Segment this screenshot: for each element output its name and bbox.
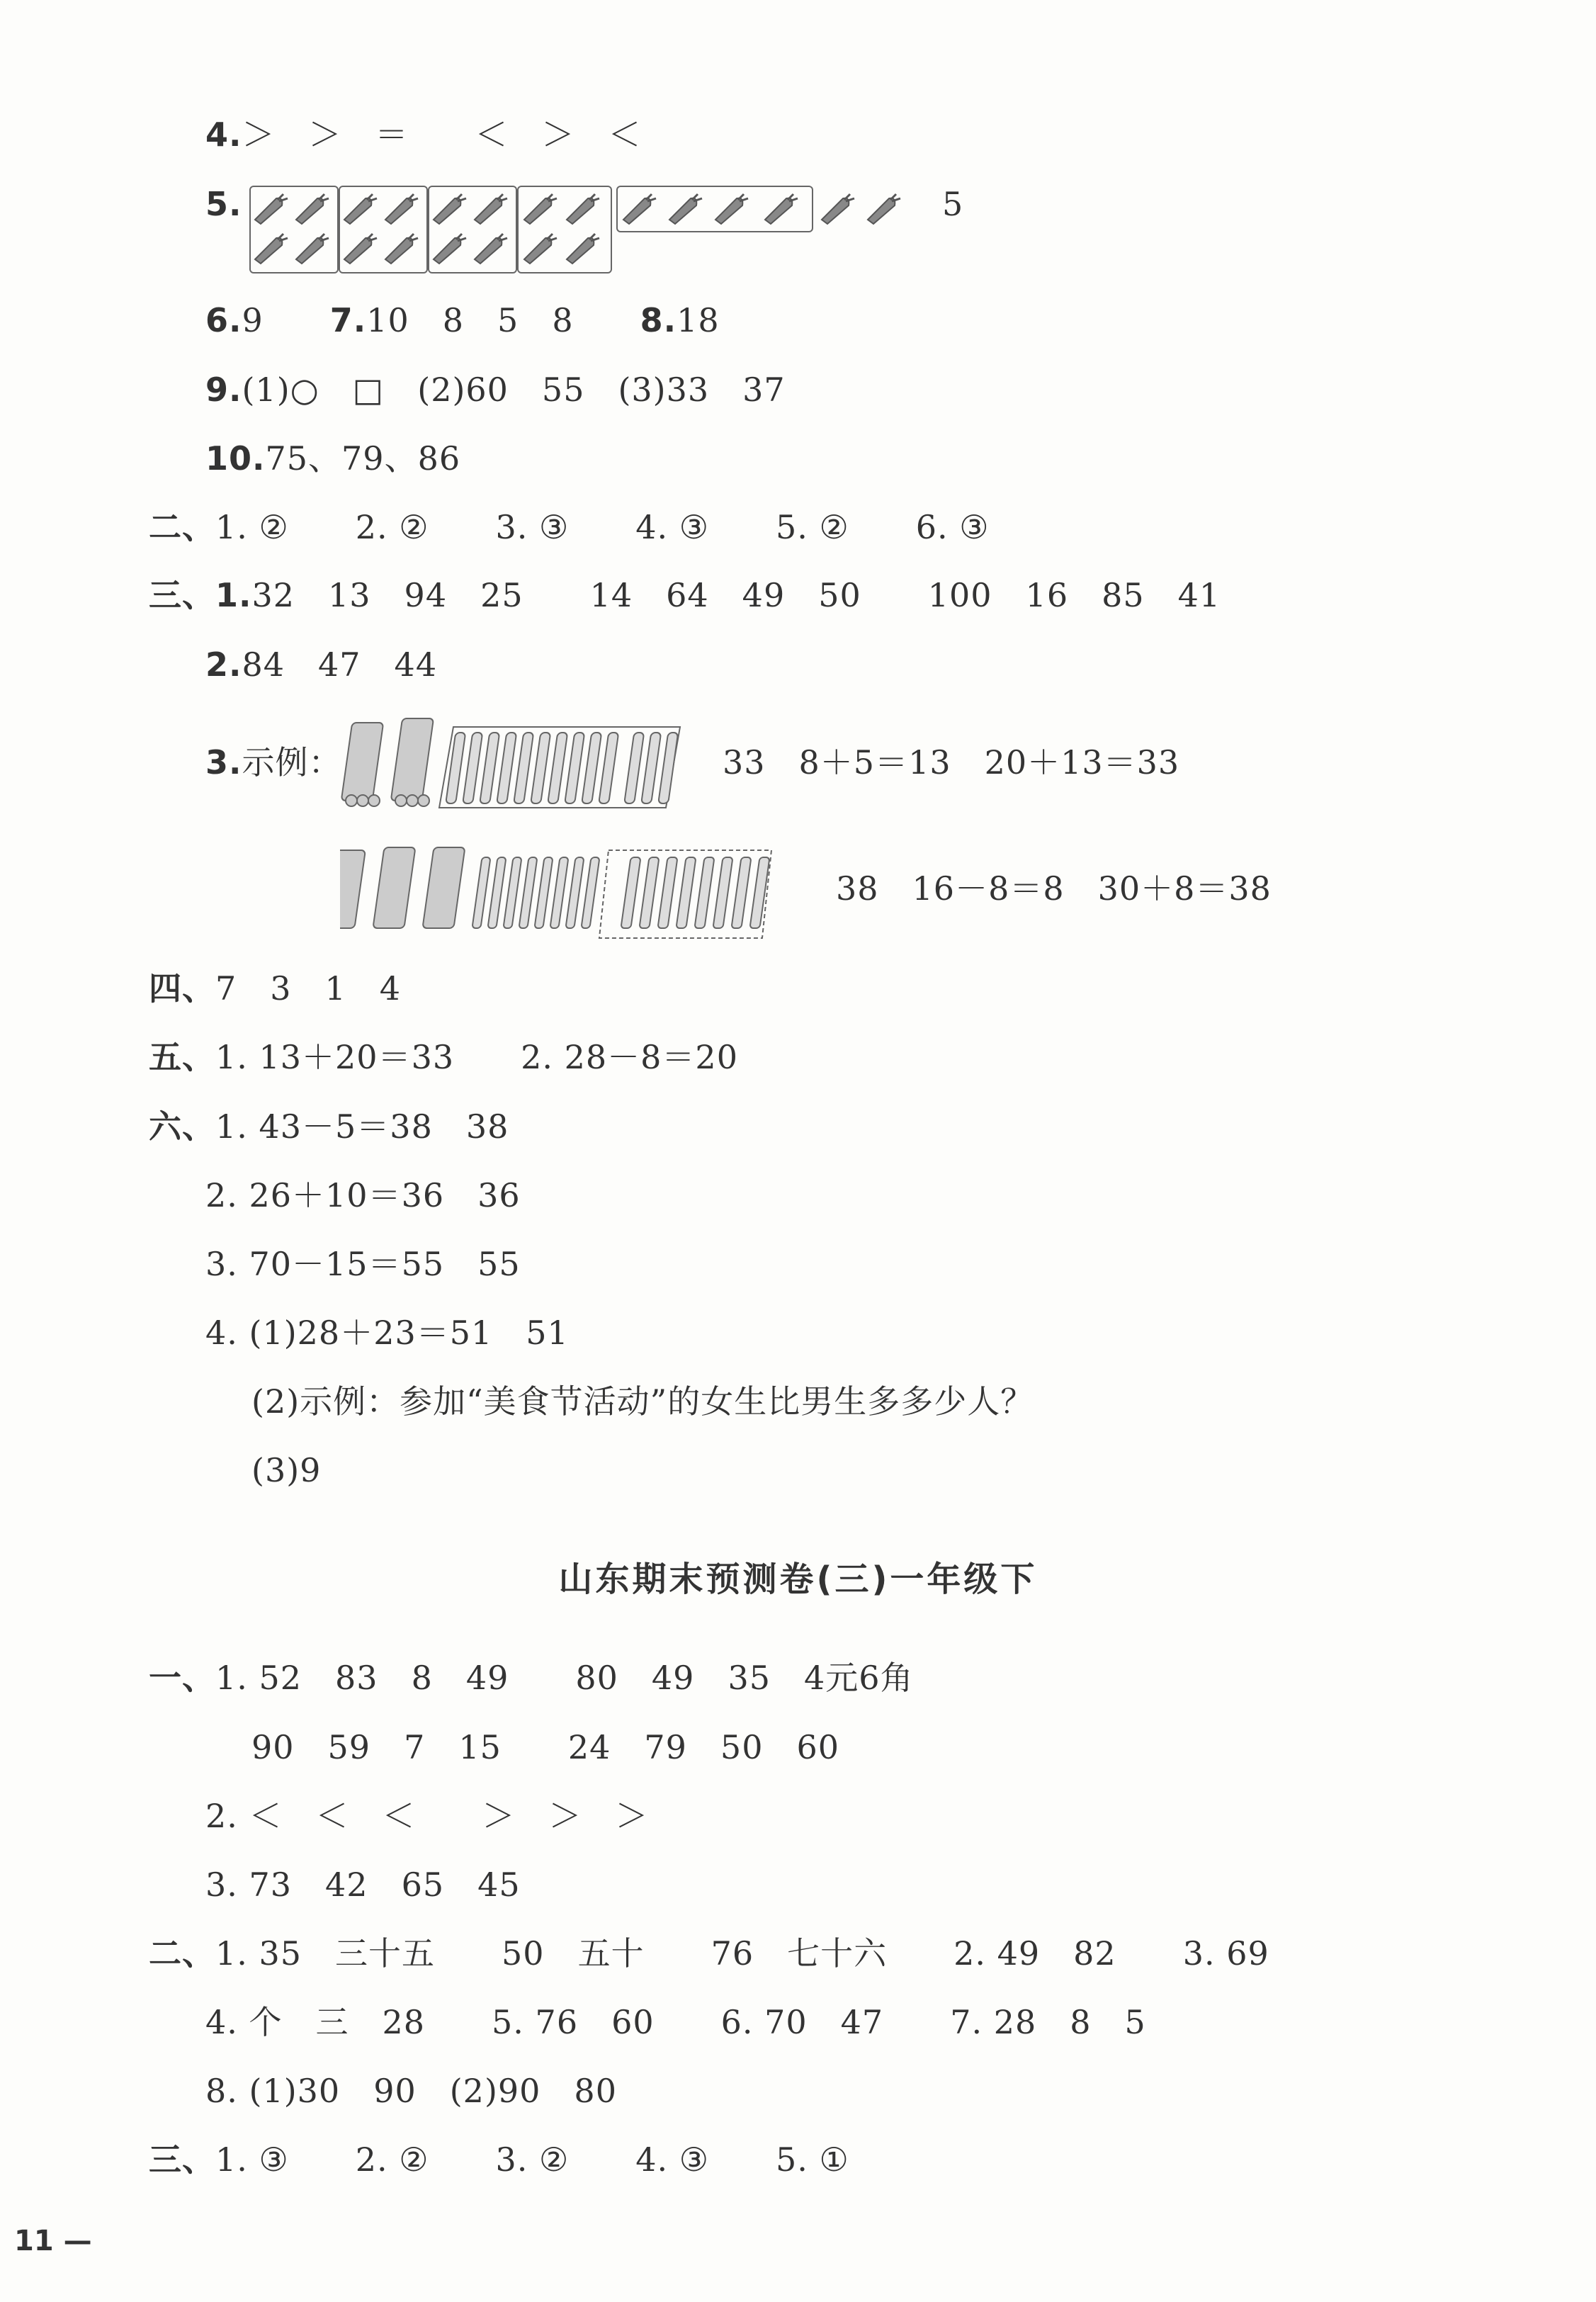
carrot-icon: [868, 194, 900, 224]
exam-title: 山东期末预测卷(三)一年级下: [558, 1559, 1038, 1599]
section-label: 二、: [149, 508, 215, 546]
section-3-line-2: [205, 643, 437, 686]
part2-section-1-line-1: [149, 1657, 914, 1699]
answer-text: (1)○ □ (2)60 55 (3)33 37: [242, 371, 786, 409]
carrot-icon: [344, 194, 377, 224]
answer-text: 18: [677, 301, 720, 339]
section-label: 二、: [149, 1934, 215, 1973]
answer-text: 1. 52 83 8 49 80 49 35 4元6角: [215, 1659, 914, 1697]
item-number: 5.: [205, 185, 242, 223]
part2-section-2-line-1: [149, 1932, 1269, 1975]
answer-text: 1. 13＋20＝33 2. 28－8＝20: [215, 1038, 738, 1076]
carrot-count: 5: [942, 185, 964, 223]
section-3-line-3: [205, 741, 341, 784]
carrot-icon: [385, 194, 418, 224]
carrot-icon: [524, 234, 557, 264]
answer-text: 1. 35 三十五 50 五十 76 七十六 2. 49 82 3. 69: [215, 1934, 1269, 1973]
carrot-icon: [715, 194, 748, 224]
carrot-icon: [623, 194, 656, 224]
answer-text: 1. ③ 2. ② 3. ② 4. ③ 5. ①: [215, 2140, 849, 2179]
stick-icon: [446, 733, 678, 803]
section-6-line-2: 2. 26＋10＝36 36: [205, 1176, 521, 1214]
page-number: 11 —: [14, 2225, 92, 2257]
carrot-icon: [822, 194, 854, 224]
stick-bundle-icon: [422, 847, 465, 928]
section-2-line: [149, 506, 990, 548]
stick-icon: [472, 857, 769, 928]
part2-section-2-line-8: 8. (1)30 90 (2)90 80: [205, 2072, 617, 2110]
answer-text: 32 13 94 25 14 64 49 50 100 16 85 41: [251, 576, 1221, 614]
carrot-icon: [344, 234, 377, 264]
stick-bundle-icon: [373, 847, 415, 928]
section-6-line-3: 3. 70－15＝55 55: [205, 1245, 521, 1283]
carrot-icon: [765, 194, 798, 224]
answer-text: 84 47 44: [242, 645, 438, 684]
carrots-svg: [0, 0, 1596, 283]
answer-text: 7 3 1 4: [215, 969, 402, 1008]
carrot-icon: [296, 194, 329, 224]
part2-section-3-line: [149, 2138, 849, 2181]
sticks-answer-2: 38 16－8＝8 30＋8＝38: [836, 869, 1272, 908]
carrot-icon: [296, 234, 329, 264]
section-6-line-4: 4. (1)28＋23＝51 51: [205, 1314, 569, 1352]
answer-text: 75、79、86: [265, 439, 461, 478]
carrot-icon: [475, 234, 507, 264]
item-number: 2.: [205, 645, 242, 684]
answer-line-9: [205, 368, 786, 411]
part2-section-1-line-2: 2. ＜ ＜ ＜ ＞ ＞ ＞: [205, 1797, 649, 1835]
answer-line-6-8: [205, 299, 720, 342]
carrot-icon: [434, 194, 466, 224]
item-number: 1.: [215, 576, 252, 614]
section-4-line: [149, 967, 401, 1010]
answer-line-10: [205, 437, 460, 480]
section-label: 四、: [149, 969, 215, 1008]
carrot-icon: [434, 234, 466, 264]
item-number: 8.: [640, 301, 677, 339]
item-number: 10.: [205, 439, 266, 478]
answer-text: 1. 43－5＝38 38: [215, 1107, 509, 1146]
part2-section-1-line-3: 3. 73 42 65 45: [205, 1866, 521, 1904]
carrot-icon: [255, 194, 288, 224]
part2-section-2-line-4: 4. 个 三 28 5. 76 60 6. 70 47 7. 28 8 5: [205, 2003, 1146, 2041]
item-number: 6.: [205, 301, 242, 339]
carrot-icon: [385, 234, 418, 264]
section-label: 六、: [149, 1107, 215, 1146]
example-label: 示例：: [242, 743, 342, 782]
carrot-icon: [475, 194, 507, 224]
answer-text: 1. ② 2. ② 3. ③ 4. ③ 5. ② 6. ③: [215, 508, 990, 546]
item-number: 7.: [329, 301, 367, 339]
item-number: 9.: [205, 371, 242, 409]
stick-bundle-icon: [341, 723, 383, 806]
carrot-icon: [567, 194, 599, 224]
section-label: 五、: [149, 1038, 215, 1076]
carrot-icon: [524, 194, 557, 224]
carrot-icon: [255, 234, 288, 264]
carrot-icon: [567, 234, 599, 264]
item-number: 4.: [205, 115, 242, 154]
section-6-line-4b: (2)示例：参加“美食节活动”的女生比男生多多少人？: [251, 1382, 1034, 1421]
answer-text: ＞ ＞ ＝ ＜ ＞ ＜: [242, 115, 642, 154]
stick-bundle-icon: [340, 850, 366, 928]
answer-text: 9: [242, 301, 330, 339]
section-6-line-4c: (3)9: [251, 1451, 322, 1489]
section-6-line-1: [149, 1105, 509, 1148]
section-3-line-1: [149, 574, 1221, 616]
section-label: 一、: [149, 1659, 215, 1697]
stick-bundle-icon: [391, 718, 434, 806]
section-label: 三、: [149, 576, 215, 614]
sticks-answer-1: 33 8＋5＝13 20＋13＝33: [723, 743, 1180, 782]
item-number: 3.: [205, 743, 242, 782]
part2-section-1-line-1b: 90 59 7 15 24 79 50 60: [251, 1728, 839, 1766]
section-5-line: [149, 1036, 738, 1078]
page-number-text: 11: [14, 2225, 54, 2257]
answer-text: 10 8 5 8: [366, 301, 640, 339]
carrot-icon: [669, 194, 702, 224]
section-label: 三、: [149, 2140, 215, 2179]
